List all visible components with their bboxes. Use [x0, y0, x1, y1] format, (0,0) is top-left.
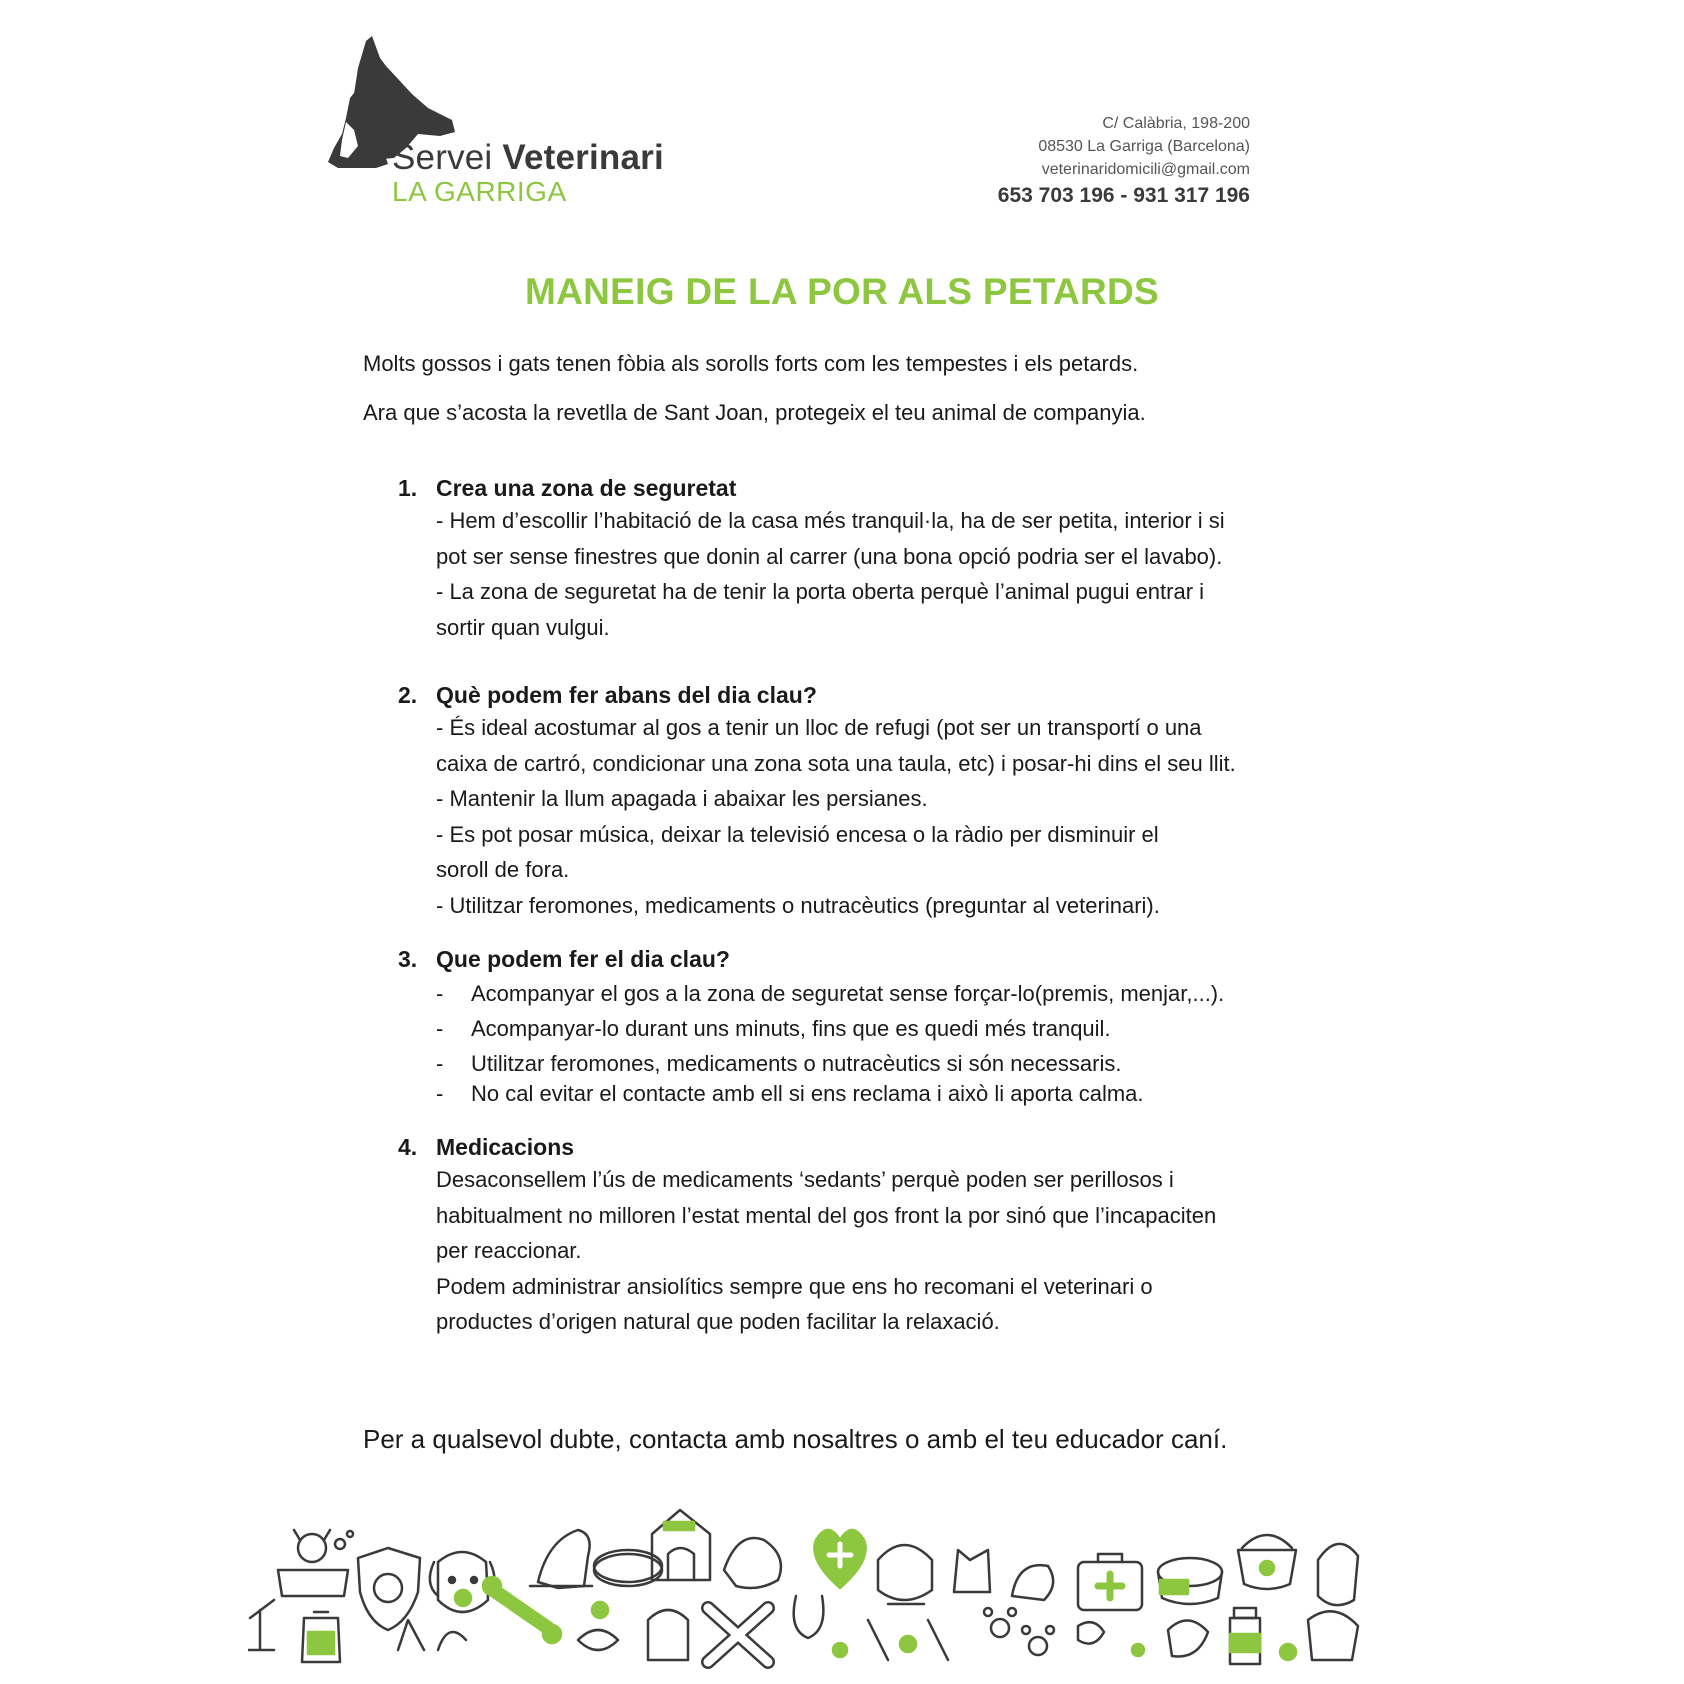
sitting-cat-icon [954, 1550, 990, 1592]
brand-location: LA GARRIGA [392, 176, 567, 207]
section-list [436, 976, 1328, 1107]
section-safe-zone [398, 473, 1328, 645]
section-heading: 4. Medicacions [398, 1134, 575, 1160]
first-aid-kit-icon [1078, 1554, 1142, 1610]
body-line: habitualment no milloren l’estat mental del gos front la por sinó que l’incapaciten [436, 1202, 1217, 1228]
section-medications [398, 1132, 1328, 1340]
body-line: - Mantenir la llum apagada i abaixar les persianes. [436, 786, 928, 811]
body-line: Desaconsellem l’ús de medicaments ‘sedants’ perquè poden ser perillosos i [436, 1167, 1174, 1192]
body-line: productes d’origen natural que poden facilitar la relaxació. [436, 1309, 1000, 1334]
section-body [436, 710, 1328, 923]
contact-email[interactable]: veterinaridomicili@gmail.com [1041, 161, 1250, 178]
contact-city: 08530 La Garriga (Barcelona) [1038, 138, 1250, 155]
contact-block [998, 112, 1250, 209]
list-item: - Utilitzar feromones, medicaments o nutracèutics si són necessaris. [436, 1051, 1122, 1076]
body-line: soroll de fora. [436, 857, 570, 882]
paw-prints-icon [984, 1608, 1054, 1655]
section-body [436, 1162, 1328, 1340]
brand-name: Servei Veterinari [392, 138, 664, 177]
dog-bone-icon [878, 1545, 932, 1604]
medicine-bottle-icon [1230, 1608, 1260, 1664]
intro-line: Ara que s’acosta la revetlla de Sant Joan, protegeix el teu animal de companyia. [363, 400, 1146, 425]
list-item: - Acompanyar-lo durant uns minuts, fins que es quedi més tranquil. [436, 1016, 1111, 1041]
food-bowl-paw-icon [1238, 1535, 1296, 1589]
body-line: - La zona de seguretat ha de tenir la porta oberta perquè l’animal pugui entrar i [436, 579, 1205, 604]
closing-note: Per a qualsevol dubte, contacta amb nosaltres o amb el teu educador caní. [363, 1424, 1228, 1454]
food-bag-icon [302, 1612, 340, 1662]
body-line: - Es pot posar música, deixar la televisió encesa o la ràdio per disminuir el [436, 821, 1159, 847]
section-heading: 1. Crea una zona de seguretat [398, 475, 737, 501]
bath-dog-icon [278, 1530, 353, 1596]
stethoscope-icon [794, 1596, 847, 1657]
shield-dog-icon [358, 1548, 420, 1630]
list-item: - Acompanyar el gos a la zona de seguretat sense forçar-lo(premis, menjar,...). [436, 981, 1225, 1006]
section-key-day [398, 944, 1328, 1107]
section-heading: 2. Què podem fer abans del dia clau? [398, 682, 817, 708]
pet-illustration-banner [248, 1500, 1418, 1670]
contact-phones[interactable]: 653 703 196 - 931 317 196 [997, 184, 1250, 207]
brand-logo [328, 36, 668, 206]
body-line: - És ideal acostumar al gos a tenir un lloc de refugi (pot ser un transportí o una [436, 715, 1202, 740]
body-line: Podem administrar ansiolítics sempre que ens ho recomani el veterinari o [436, 1273, 1153, 1299]
pet-bowl-icon [1158, 1558, 1222, 1604]
page-title: MANEIG DE LA POR ALS PETARDS [524, 271, 1159, 312]
heart-cross-icon [814, 1530, 865, 1588]
section-body [436, 503, 1328, 645]
section-before-day [398, 680, 1328, 923]
body-line: sortir quan vulgui. [436, 614, 610, 640]
body-line: per reaccionar. [436, 1238, 582, 1263]
body-line: caixa de cartró, condicionar una zona sota una taula, etc) i posar-hi dins el seu llit. [436, 750, 1236, 776]
contact-address: C/ Calàbria, 198-200 [1102, 115, 1250, 132]
list-item: - No cal evitar el contacte amb ell si ens reclama i això li aporta calma. [436, 1081, 1144, 1106]
section-heading: 3. Que podem fer el dia clau? [398, 946, 730, 972]
body-line: pot ser sense finestres que donin al carrer (una bona opció podria ser el lavabo). [436, 543, 1223, 569]
cat-stretch-icon [724, 1538, 781, 1588]
bandage-icon [708, 1608, 768, 1662]
intro-line: Molts gossos i gats tenen fòbia als sorolls forts com les tempestes i els petards. [363, 351, 1139, 376]
body-line: - Utilitzar feromones, medicaments o nutracèutics (preguntar al veterinari). [436, 892, 1160, 918]
sitting-dog-icon [530, 1530, 592, 1588]
body-line: - Hem d’escollir l’habitació de la casa més tranquil·la, ha de ser petita, interior i si [436, 508, 1225, 533]
